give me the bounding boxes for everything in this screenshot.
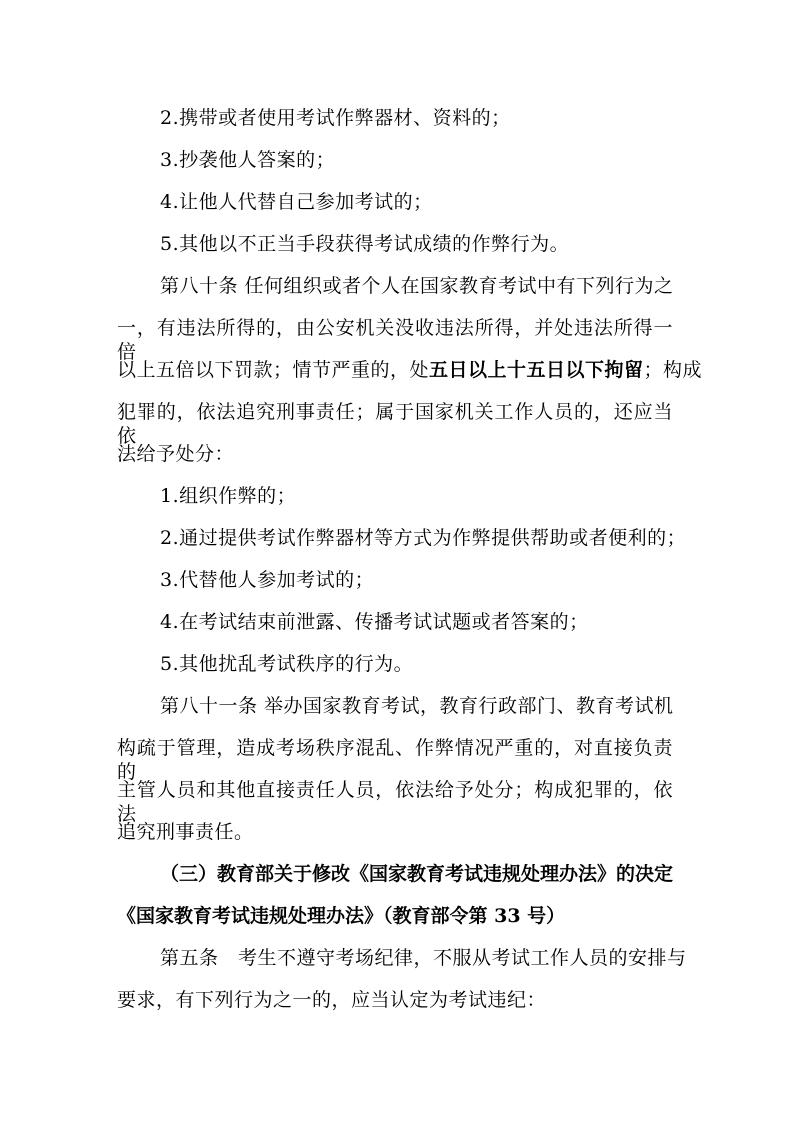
article-80-line-1: 第八十条 任何组织或者个人在国家教育考试中有下列行为之 <box>160 275 674 297</box>
section-heading-line-1: （三）教育部关于修改《国家教育考试违规处理办法》的决定 <box>160 863 674 885</box>
list-item-substitute-taker: 4.让他人代替自己参加考试的； <box>160 191 433 213</box>
article-80-line-3-end: ；构成 <box>643 359 703 381</box>
list-item-disrupt-order: 5.其他扰乱考试秩序的行为。 <box>160 653 414 675</box>
article-5-line-2: 要求，有下列行为之一的，应当认定为考试违纪： <box>117 989 547 1011</box>
article-81-line-3: 主管人员和其他直接责任人员，依法给予处分；构成犯罪的，依法 <box>117 779 673 825</box>
article-80-line-4: 犯罪的，依法追究刑事责任；属于国家机关工作人员的，还应当依 <box>117 401 673 447</box>
article-81-line-1: 第八十一条 举办国家教育考试，教育行政部门、教育考试机 <box>160 695 674 717</box>
article-80-line-5: 法给予处分： <box>117 443 235 465</box>
article-81-line-4: 追究刑事责任。 <box>117 821 254 843</box>
list-item-copying-answers: 3.抄袭他人答案的； <box>160 149 336 171</box>
list-item-take-exam-for-others: 3.代替他人参加考试的； <box>160 569 375 591</box>
list-item-provide-devices: 2.通过提供考试作弊器材等方式为作弊提供帮助或者便利的； <box>160 527 687 549</box>
article-81-line-2: 构疏于管理，造成考场秩序混乱、作弊情况严重的，对直接负责的 <box>117 737 673 783</box>
list-item-organize-cheating: 1.组织作弊的； <box>160 485 297 507</box>
list-item-cheating-materials: 2.携带或者使用考试作弊器材、资料的； <box>160 107 511 129</box>
list-item-other-cheating: 5.其他以不正当手段获得考试成绩的作弊行为。 <box>160 233 570 255</box>
section-heading-line-2: 《国家教育考试违规处理办法》（教育部令第 33 号） <box>117 905 566 927</box>
article-80-line-3-start: 以上五倍以下罚款；情节严重的，处 <box>117 359 430 381</box>
list-item-leak-questions: 4.在考试结束前泄露、传播考试试题或者答案的； <box>160 611 589 633</box>
article-80-line-2: 一，有违法所得的，由公安机关没收违法所得，并处违法所得一倍 <box>117 317 673 363</box>
article-5-line-1: 第五条 考生不遵守考场纪律，不服从考试工作人员的安排与 <box>160 947 687 969</box>
article-80-line-3 <box>117 358 702 382</box>
detention-emphasis: 五日以上十五日以下拘留 <box>429 359 644 381</box>
